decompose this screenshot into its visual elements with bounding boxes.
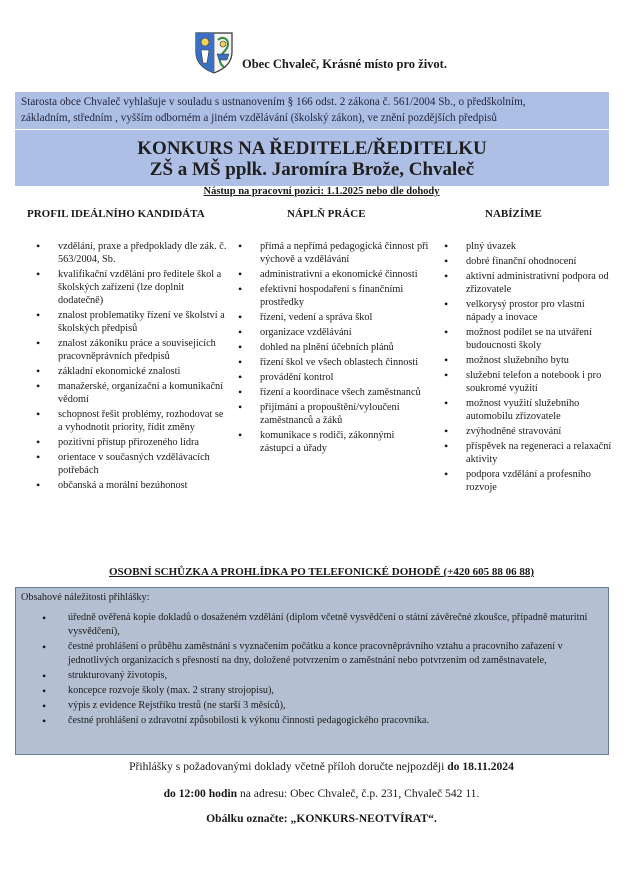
address-text: na adresu: Obec Chvaleč, č.p. 231, Chvaleč 542 11. [237,787,480,800]
duty-item: • komunikace s rodiči, zákonnými zástupci a úřady [230,429,430,455]
profile-item: • orientace v současných vzdělávacích potřebách [28,451,228,477]
deadline-text: Přihlášky s požadovanými doklady včetně příloh doručte nejpozději [129,760,448,773]
profile-heading: PROFIL IDEÁLNÍHO KANDIDÁTA [27,208,205,220]
offer-heading: NABÍZÍME [485,208,542,220]
coat-of-arms-icon [192,30,236,74]
offer-item: • zvýhodněné stravování [436,425,616,438]
profile-item: • znalost problematiky řízení ve školství a školských předpisů [28,309,228,335]
offer-item: • možnost služebního bytu [436,354,616,367]
offer-item: • možnost podílet se na utváření budoucnosti školy [436,326,616,352]
profile-item: • kvalifikační vzdělání pro ředitele škol a školských zařízení (lze doplnit dodatečně) [28,268,228,307]
profile-list [28,240,228,494]
offer-item: • aktivní administrativní podpora od zřizovatele [436,270,616,296]
duty-item: • řízení a koordinace všech zaměstnanců [230,386,430,399]
profile-item: • znalost zákoníku práce a souvisejících pracovněprávních předpisů [28,337,228,363]
duty-item: • přijímání a propouštění/vyloučení zaměstnanců a žáků [230,401,430,427]
page-title: KONKURS NA ŘEDITELE/ŘEDITELKU [137,138,487,159]
page-subtitle: ZŠ a MŠ pplk. Jaromíra Brože, Chvaleč [149,159,475,180]
deadline-date: do 18.11.2024 [447,760,514,773]
duty-item: • řízení škol ve všech oblastech činnosti [230,356,430,369]
offer-item: • velkorysý prostor pro vlastní nápady a inovace [436,298,616,324]
duty-item: • efektivní hospodaření s finančními prostředky [230,283,430,309]
offer-item: • dobré finanční ohodnocení [436,255,616,268]
profile-item: • základní ekonomické znalosti [28,365,228,378]
offer-item: • možnost využití služebního automobilu zřizovatele [436,397,616,423]
meeting-note: OSOBNÍ SCHŮZKA A PROHLÍDKA PO TELEFONICKÉ DOHODĚ (+420 605 88 06 88) [108,566,535,578]
profile-item: • občanská a morální bezúhonost [28,479,228,492]
start-date-note: Nástup na pracovní pozici: 1.1.2025 nebo dle dohody [203,186,440,197]
title-box [15,130,609,186]
intro-line-2: základním, středním , vyšším odborném a jiném vzdělávání (školský zákon), ve znění pozdějších předpisů [21,112,497,124]
duty-item: • provádění kontrol [230,371,430,384]
address-line [0,787,643,800]
profile-item: • manažerské, organizační a komunikační vědomí [28,380,228,406]
profile-item: • schopnost řešit problémy, rozhodovat se a vyhodnotit priority, řídit změny [28,408,228,434]
requirements-list [16,611,608,728]
offer-item: • podpora vzdělání a profesního rozvoje [436,468,616,494]
requirement-item: • strukturovaný životopis, [16,669,608,683]
duty-item: • administrativní a ekonomické činnosti [230,268,430,281]
profile-item: • pozitivní přístup přirozeného lídra [28,436,228,449]
application-requirements-box [15,587,609,755]
requirement-item: • koncepce rozvoje školy (max. 2 strany strojopisu), [16,684,608,698]
deadline-time: do 12:00 hodin [163,787,238,800]
deadline-line [0,760,643,773]
duty-item: • řízení, vedení a správa škol [230,311,430,324]
requirement-item: • čestné prohlášení o zdravotní způsobilosti k výkonu činnosti pedagogického pracovníka. [16,714,608,728]
duties-heading: NÁPLŇ PRÁCE [287,208,366,220]
duty-item: • dohled na plnění účebních plánů [230,341,430,354]
requirement-item: • čestné prohlášení o průběhu zaměstnání s vyznačením počátku a konce pracovněprávního vztahu a pracovního zařazení v jednotlivých organizacích s přesností na dny, doložené potvrzením o zaměstnání nebo potvrzením od zaměstnavatele, [16,640,608,668]
offer-item: • služební telefon a notebook i pro soukromé využití [436,369,616,395]
letterhead [192,30,447,74]
duty-item: • přímá a nepřímá pedagogická činnost při výchově a vzdělávání [230,240,430,266]
envelope-label: Obálku označte: „KONKURS-NEOTVÍRAT“. [206,812,437,825]
profile-item: • vzdělání, praxe a předpoklady dle zák. č. 563/2004, Sb. [28,240,228,266]
town-slogan: Obec Chvaleč, Krásné místo pro život. [242,57,447,71]
duty-item: • organizace vzdělávání [230,326,430,339]
requirement-item: • úředně ověřená kopie dokladů o dosaženém vzdělání (diplom včetně vysvědčení o státní závěrečné zkoušce, případně maturitní vysvědčení), [16,611,608,639]
offer-item: • plný úvazek [436,240,616,253]
intro-line-1: Starosta obce Chvaleč vyhlašuje v souladu s ustnanovením § 166 odst. 2 zákona č. 561/2004 Sb., o předškolním, [21,96,526,108]
duties-list [230,240,430,457]
requirement-item: • výpis z evidence Rejstříku trestů (ne starší 3 měsíců), [16,699,608,713]
requirements-heading: Obsahové náležitosti přihlášky: [21,592,150,603]
offer-item: • příspěvek na regeneraci a relaxační aktivity [436,440,616,466]
offer-list [436,240,616,496]
intro-box [15,92,609,129]
